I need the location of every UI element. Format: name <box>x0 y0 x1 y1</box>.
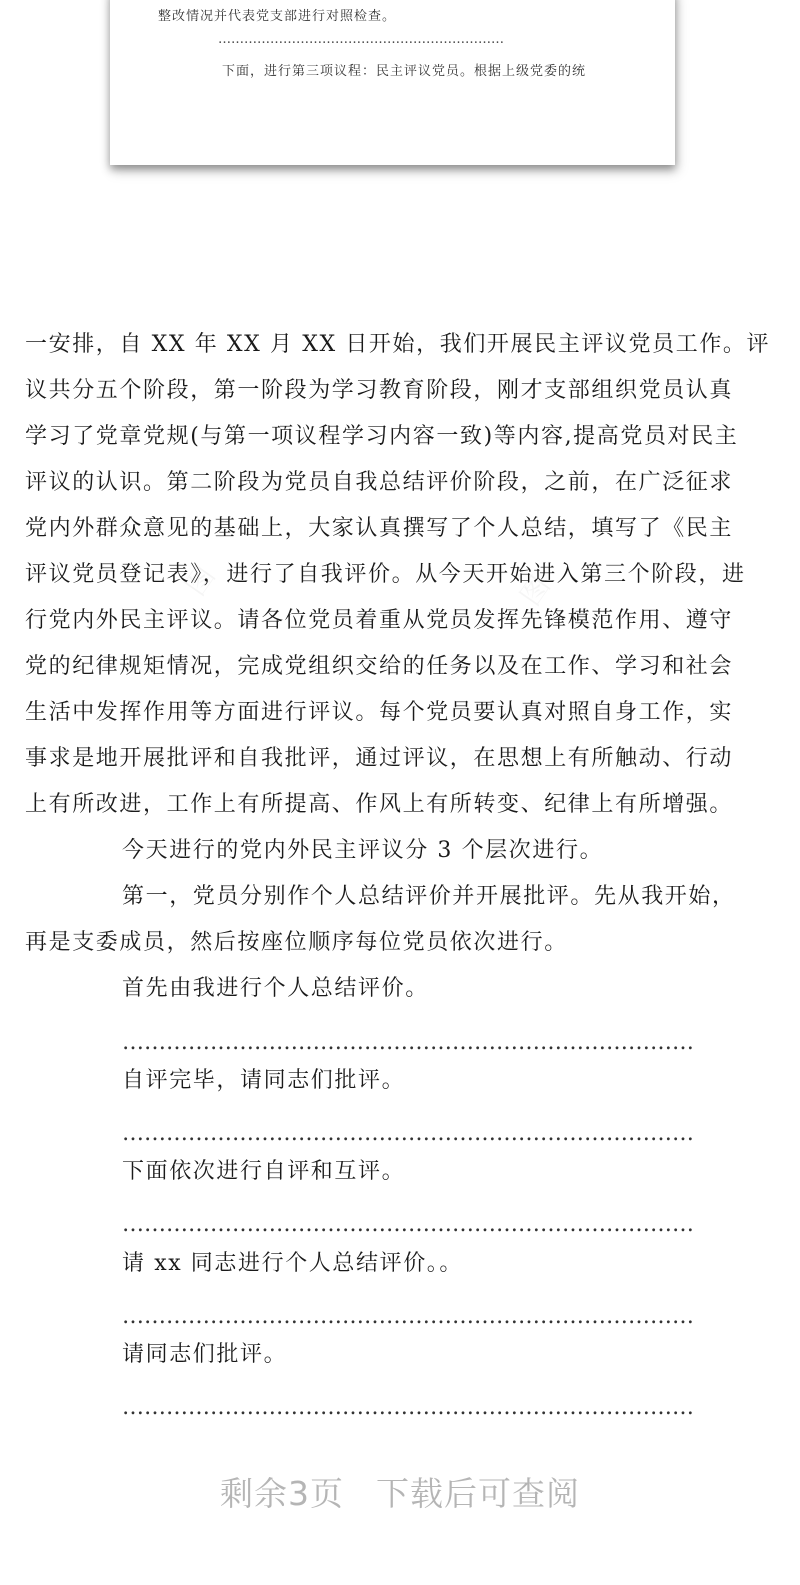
paragraph-xx-comrade: 请 xx 同志进行个人总结评价。。 <box>122 1251 464 1276</box>
body-line: 党内外群众意见的基础上，大家认真撰写了个人总结，填写了《民主 <box>25 516 734 541</box>
body-line: 学习了党章党规(与第一项议程学习内容一致)等内容,提高党员对民主 <box>25 424 739 449</box>
dot-leader: …………………………………………………………………… <box>122 1304 694 1329</box>
body-line: 生活中发挥作用等方面进行评议。每个党员要认真对照自身工作，实 <box>25 700 734 725</box>
download-prompt[interactable] <box>0 1468 800 1515</box>
dot-leader: …………………………………………………………………… <box>122 1395 694 1420</box>
card-text-line: 整改情况并代表党支部进行对照检查。 <box>158 9 397 24</box>
body-line: 事求是地开展批评和自我批评，通过评议，在思想上有所触动、行动 <box>25 746 734 771</box>
paragraph-first-line2: 再是支委成员，然后按座位顺序每位党员依次进行。 <box>25 930 568 955</box>
paragraph-self-review: 首先由我进行个人总结评价。 <box>122 976 429 1001</box>
paragraph-first-line1: 第一，党员分别作个人总结评价并开展批评。先从我开始， <box>122 884 736 909</box>
body-line: 党的纪律规矩情况，完成党组织交给的任务以及在工作、学习和社会 <box>25 654 734 679</box>
body-line: 议共分五个阶段，第一阶段为学习教育阶段，刚才支部组织党员认真 <box>25 378 734 403</box>
body-line: 行党内外民主评议。请各位党员着重从党员发挥先锋模范作用、遵守 <box>25 608 734 633</box>
body-line: 上有所改进，工作上有所提高、作风上有所转变、纪律上有所增强。 <box>25 792 734 817</box>
paragraph-criticize: 请同志们批评。 <box>122 1342 288 1367</box>
dot-leader: …………………………………………………………………… <box>122 1212 694 1237</box>
card-text-line: 下面，进行第三项议程：民主评议党员。根据上级党委的统 <box>222 64 587 79</box>
download-hint-label: 下载后可查阅 <box>376 1474 580 1513</box>
paragraph-next: 下面依次进行自评和互评。 <box>122 1159 406 1184</box>
card-dot-leader: ………………………………………………………… <box>218 32 504 47</box>
paragraph-levels: 今天进行的党内外民主评议分 3 个层次进行。 <box>122 838 604 863</box>
body-line: 评议党员登记表》，进行了自我评价。从今天开始进入第三个阶段，进 <box>25 562 746 587</box>
dot-leader: …………………………………………………………………… <box>122 1121 694 1146</box>
body-line: 一安排，自 XX 年 XX 月 XX 日开始，我们开展民主评议党员工作。评 <box>25 332 771 357</box>
preview-page-card <box>110 0 675 165</box>
remaining-pages-label: 剩余3页 <box>220 1474 344 1513</box>
body-line: 评议的认识。第二阶段为党员自我总结评价阶段，之前，在广泛征求 <box>25 470 734 495</box>
document-body <box>25 322 775 828</box>
paragraph-self-done: 自评完毕，请同志们批评。 <box>122 1068 406 1093</box>
dot-leader: …………………………………………………………………… <box>122 1030 694 1055</box>
